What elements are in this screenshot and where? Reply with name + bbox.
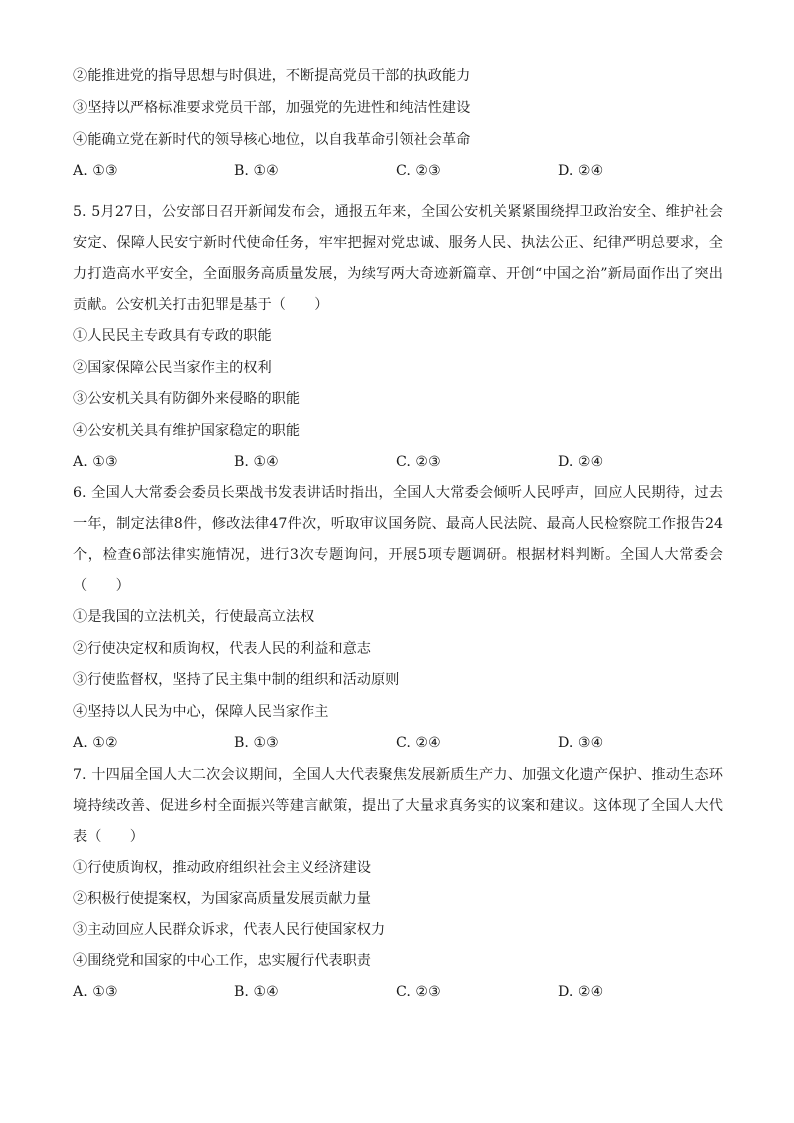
- choice-b: B. ①③: [234, 735, 279, 751]
- choice-d: D. ②④: [558, 984, 604, 1000]
- choice-d: D. ②④: [558, 454, 604, 470]
- choice-d: D. ②④: [558, 163, 604, 179]
- q5-option-1: ①人民民主专政具有专政的职能: [73, 328, 272, 344]
- q6-option-2: ②行使决定权和质询权，代表人民的利益和意志: [73, 641, 371, 657]
- choice-c: C. ②③: [396, 454, 441, 470]
- prev-option-4: ④能确立党在新时代的领导核心地位，以自我革命引领社会革命: [73, 132, 471, 148]
- q7-option-3: ③主动回应人民群众诉求，代表人民行使国家权力: [73, 922, 386, 938]
- choice-a: A. ①③: [73, 984, 118, 1000]
- q7-option-2: ②积极行使提案权，为国家高质量发展贡献力量: [73, 891, 371, 907]
- choice-a: A. ①③: [73, 454, 118, 470]
- q7-option-4: ④围绕党和国家的中心工作，忠实履行代表职责: [73, 953, 371, 969]
- choice-c: C. ②③: [396, 163, 441, 179]
- q5-stem: 5. 5月27日，公安部日召开新闻发布会，通报五年来，全国公安机关紧紧围绕捍卫政治安全、维护社会安定、保障人民安宁新时代使命任务，牢牢把握对党忠诚、服务人民、执法公正、纪律严明总要求，全力打造高水平安全，全面服务高质量发展，为续写两大奇迹新篇章、开创“中国之治”新局面作出了突出贡献。公安机关打击犯罪是基于（ ）: [73, 204, 723, 313]
- prev-option-3: ③坚持以严格标准要求党员干部，加强党的先进性和纯洁性建设: [73, 100, 471, 116]
- q6-option-4: ④坚持以人民为中心，保障人民当家作主: [73, 704, 329, 720]
- choice-c: C. ②③: [396, 984, 441, 1000]
- choice-b: B. ①④: [234, 163, 279, 179]
- choice-a: A. ①②: [73, 735, 118, 751]
- choice-b: B. ①④: [234, 454, 279, 470]
- q5-option-2: ②国家保障公民当家作主的权利: [73, 360, 272, 376]
- q7-choices: [73, 982, 733, 1002]
- choice-b: B. ①④: [234, 984, 279, 1000]
- q5-choices: [73, 452, 733, 472]
- prev-choices: [73, 161, 733, 181]
- q7-option-1: ①行使质询权，推动政府组织社会主义经济建设: [73, 860, 371, 876]
- q6-stem: 6. 全国人大常委会委员长栗战书发表讲话时指出，全国人大常委会倾听人民呼声，回应人民期待，过去一年，制定法律8件，修改法律47件次，听取审议国务院、最高人民法院、最高人民检察院工作报告24个，检查6部法律实施情况，进行3次专题询问，开展5项专题调研。根据材料判断。全国人大常委会（ ）: [73, 485, 723, 594]
- choice-d: D. ③④: [558, 735, 604, 751]
- q5-option-4: ④公安机关具有维护国家稳定的职能: [73, 423, 301, 439]
- q5-option-3: ③公安机关具有防御外来侵略的职能: [73, 391, 301, 407]
- prev-option-2: ②能推进党的指导思想与时俱进，不断提高党员干部的执政能力: [73, 68, 471, 84]
- q7-stem: 7. 十四届全国人大二次会议期间，全国人大代表聚焦发展新质生产力、加强文化遗产保护、推动生态环境持续改善、促进乡村全面振兴等建言献策，提出了大量求真务实的议案和建议。这体现了全国人大代表（ ）: [73, 767, 723, 845]
- q6-choices: [73, 733, 733, 753]
- choice-c: C. ②④: [396, 735, 441, 751]
- q6-option-3: ③行使监督权，坚持了民主集中制的组织和活动原则: [73, 672, 400, 688]
- q6-option-1: ①是我国的立法机关，行使最高立法权: [73, 609, 315, 625]
- choice-a: A. ①③: [73, 163, 118, 179]
